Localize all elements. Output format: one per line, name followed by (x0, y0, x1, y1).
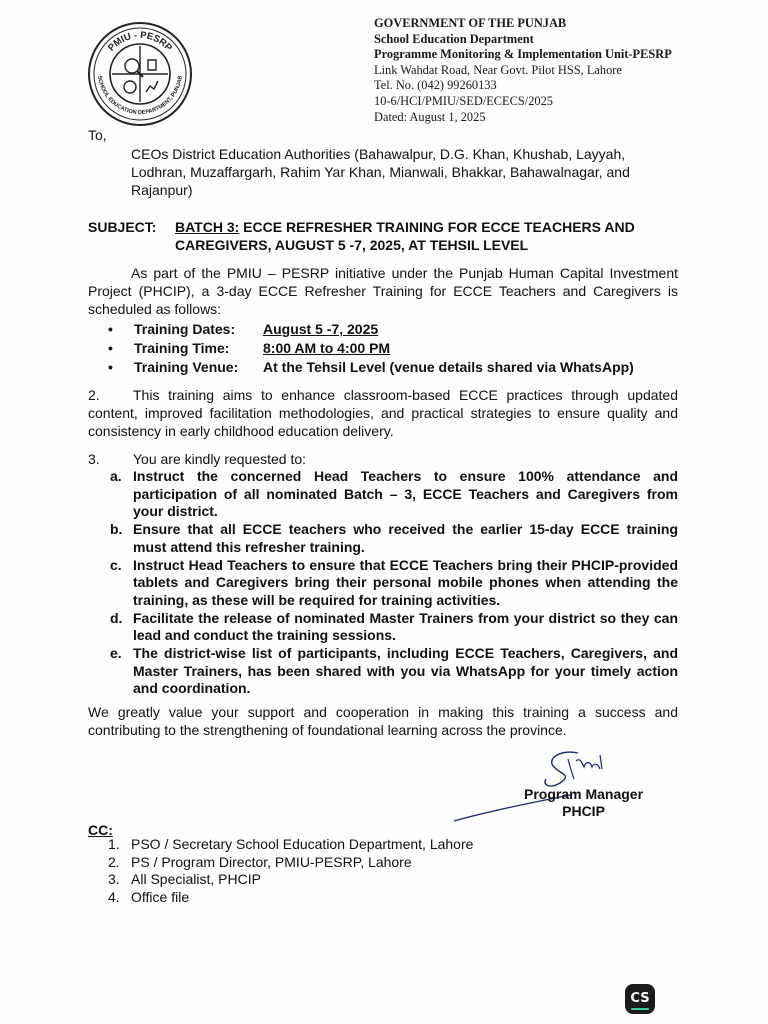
training-venue-value: At the Tehsil Level (venue details shared via WhatsApp) (263, 359, 634, 375)
letterhead-date: Dated: August 1, 2025 (374, 109, 486, 124)
paragraph-3-text: You are kindly requested to: (133, 451, 307, 467)
list-item (108, 610, 678, 645)
cc-item-text: All Specialist, PHCIP (131, 871, 261, 887)
svg-text:PMIU - PESRP: PMIU - PESRP (105, 29, 175, 54)
cc-item-number: 3. (108, 871, 120, 887)
list-item-letter: e. (110, 645, 122, 662)
letterhead-address: Link Wahdat Road, Near Govt. Pilot HSS, Lahore (374, 62, 622, 77)
training-time-value: 8:00 AM to 4:00 PM (263, 340, 391, 356)
list-item-text: The district-wise list of participants, including ECCE Teachers, Caregivers, and Master Trainers, has been shared with you via WhatsApp for your timely action and coordination. (133, 645, 678, 697)
paragraph-2-number: 2. (88, 387, 100, 403)
paragraph-2-text: This training aims to enhance classroom-based ECCE practices through updated content, improved facilitation methodologies, and practical strategies to ensure quality and consistency in early childhood education delivery. (88, 387, 678, 439)
subject-title: ECCE REFRESHER TRAINING FOR ECCE TEACHERS AND CAREGIVERS, AUGUST 5 -7, 2025, AT TEHSIL LEVEL (175, 219, 635, 253)
cc-item-number: 2. (108, 853, 120, 870)
signatory-block (524, 786, 643, 820)
list-item-text: Instruct Head Teachers to ensure that ECCE Teachers bring their PHCIP-provided tablets and Caregivers bring their personal mobile phones when attending the training, as these will be required for training activities. (133, 556, 678, 608)
signatory-org: PHCIP (562, 803, 605, 819)
addressees: CEOs District Education Authorities (Bahawalpur, D.G. Khan, Khushab, Layyah, Lodhran, Muzaffargarh, Rahim Yar Khan, Mianwali, Bhakkar, Bahawalnagar, and Rajanpur) (131, 146, 630, 198)
training-dates-value: August 5 -7, 2025 (263, 321, 379, 337)
list-item (108, 645, 678, 698)
closing-paragraph: We greatly value your support and cooperation in making this training a success and contributing to the strengthening of foundational learning across the province. (88, 704, 678, 738)
letterhead-unit: Programme Monitoring & Implementation Unit-PESRP (374, 47, 672, 62)
cc-item-text: Office file (131, 888, 190, 905)
letterhead-reference: 10-6/HCI/PMIU/SED/ECECS/2025 (374, 93, 553, 108)
requests-list (108, 468, 678, 698)
svg-text:SCHOOL EDUCATION DEPARTMENT, P: SCHOOL EDUCATION DEPARTMENT, PUNJAB (96, 75, 184, 117)
cc-item-number: 1. (108, 836, 120, 852)
cc-label: CC: (88, 822, 113, 838)
list-item-letter: d. (110, 609, 123, 626)
training-dates-label: Training Dates: (134, 321, 236, 337)
list-item-text: Ensure that all ECCE teachers who received the earlier 15-day ECCE training must attend this refresher training. (133, 521, 678, 555)
paragraph-3-number: 3. (88, 451, 100, 467)
training-venue-label: Training Venue: (134, 359, 239, 375)
paragraph-2 (88, 386, 678, 440)
list-item-text: Facilitate the release of nominated Master Trainers from your district so they can lead and conduct the training sessions. (133, 609, 678, 644)
list-item (108, 557, 678, 610)
bullet-icon: • (108, 321, 113, 337)
signatory-title: Program Manager (524, 786, 644, 802)
paragraph-3 (88, 451, 306, 467)
list-item (108, 468, 678, 521)
bullet-icon: • (108, 359, 113, 375)
list-item-letter: b. (110, 521, 123, 538)
subject-batch: BATCH 3: (175, 219, 240, 235)
subject-text (175, 218, 685, 254)
letterhead-government: GOVERNMENT OF THE PUNJAB (374, 16, 567, 30)
list-item (108, 521, 678, 556)
letterhead-phone: Tel. No. (042) 99260133 (374, 78, 497, 93)
bullet-icon: • (108, 340, 113, 356)
cc-item-text: PS / Program Director, PMIU-PESRP, Lahore (131, 853, 412, 870)
list-item-letter: c. (110, 556, 122, 573)
subject-label: SUBJECT: (88, 219, 157, 235)
paragraph-intro: As part of the PMIU – PESRP initiative under the Punjab Human Capital Investment Project (PHCIP), a 3-day ECCE Refresher Training for ECCE Teachers and Caregivers is scheduled as follows: (88, 265, 678, 317)
cc-item-text: PSO / Secretary School Education Department, Lahore (131, 836, 474, 852)
cc-item-number: 4. (108, 888, 120, 905)
salutation-to: To, (88, 127, 107, 143)
department-seal-logo (86, 20, 194, 128)
badge-accent (631, 1008, 649, 1010)
list-item-text: Instruct the concerned Head Teachers to ensure 100% attendance and participation of all nominated Batch – 3, ECCE Teachers and Caregivers from your district. (133, 468, 678, 520)
list-item-letter: a. (110, 468, 122, 484)
camscanner-badge-text: CS (630, 991, 650, 1006)
camscanner-badge-icon (625, 984, 655, 1014)
training-time-label: Training Time: (134, 340, 230, 356)
letterhead-department: School Education Department (374, 31, 534, 46)
letterhead (374, 16, 672, 125)
